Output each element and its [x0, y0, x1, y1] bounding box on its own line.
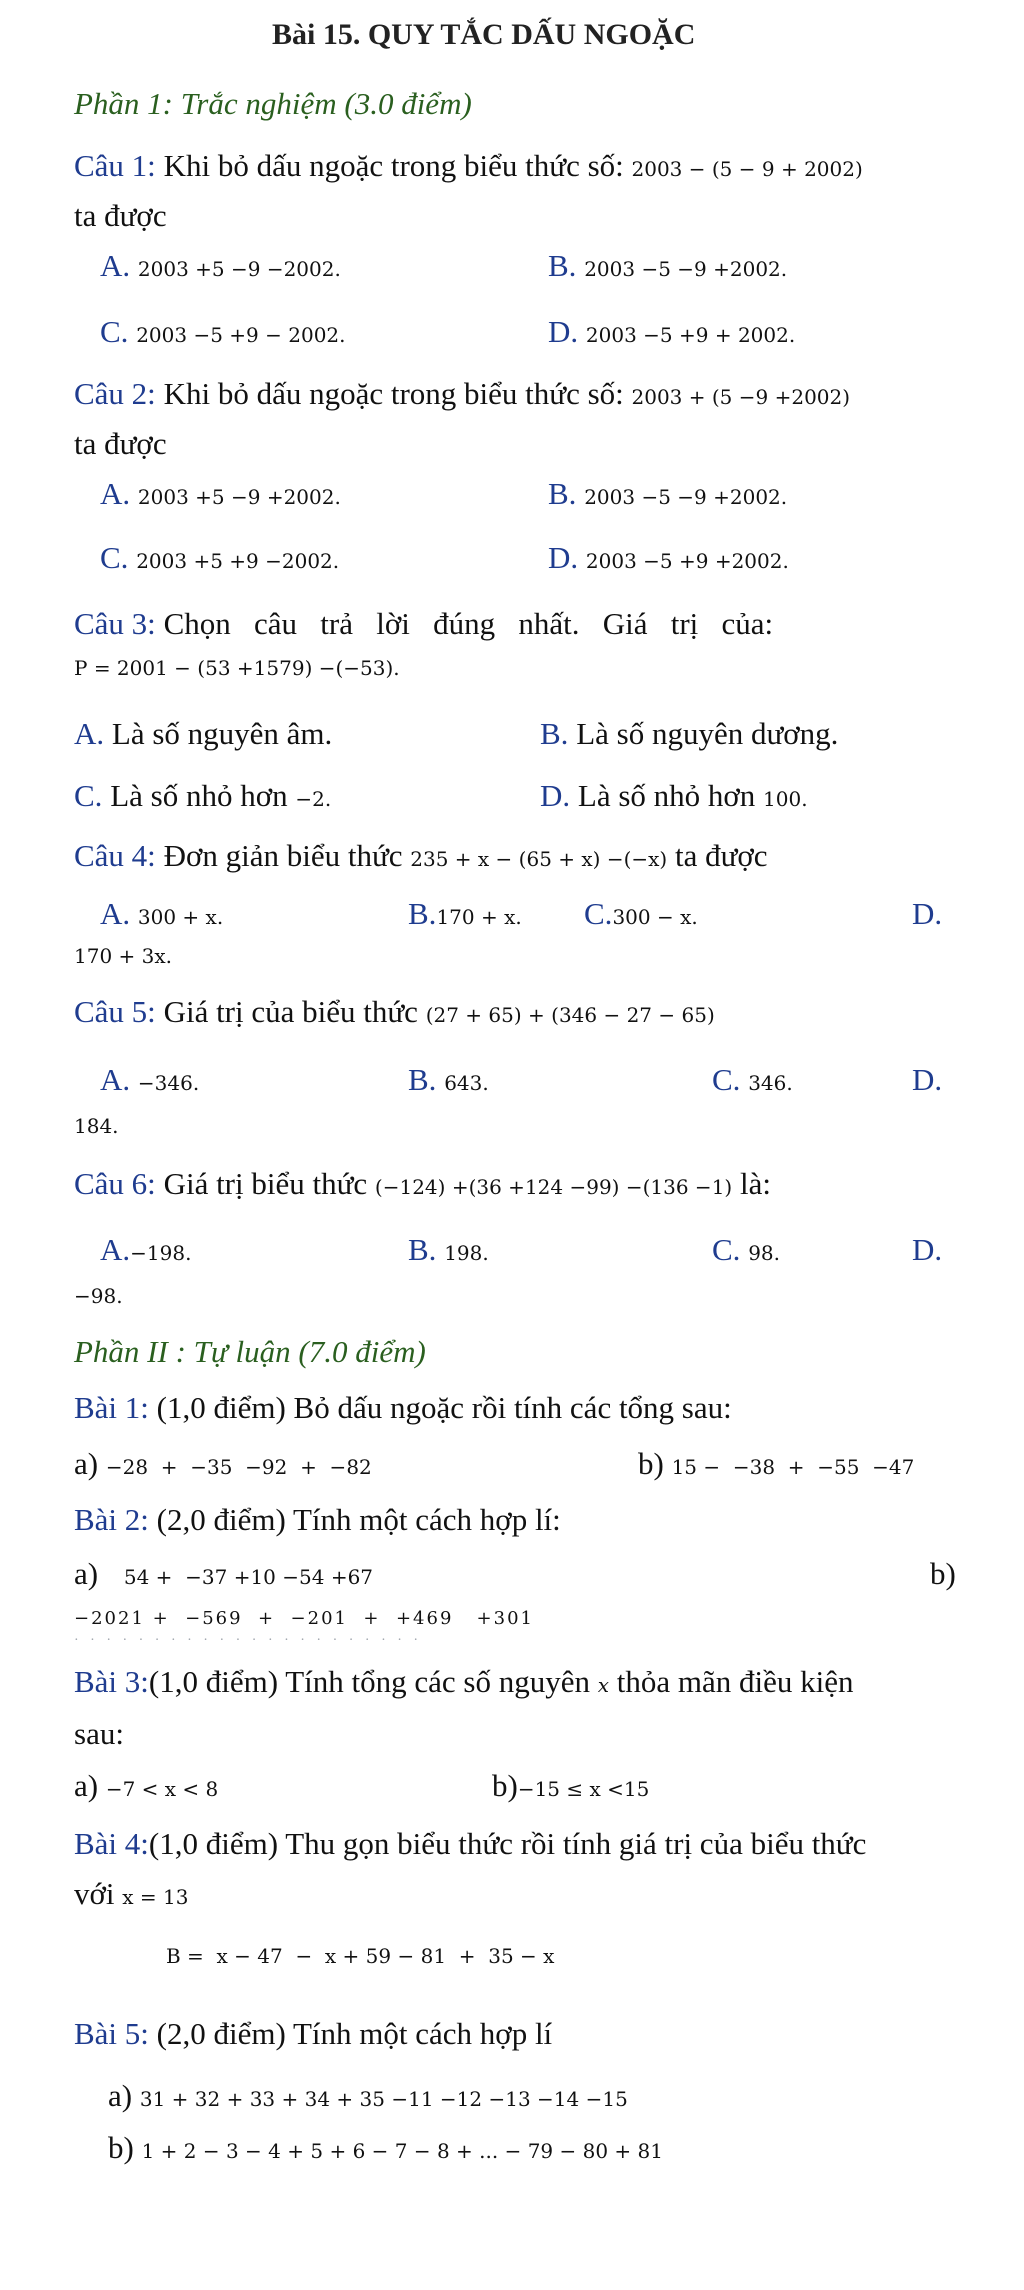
- b3-line: [74, 1666, 854, 1697]
- q1-a-label: A.: [100, 248, 131, 283]
- q4-expr: 235 + x − (65 + x) −(−x): [410, 847, 668, 871]
- b4-label: Bài 4:: [74, 1826, 149, 1861]
- b2-label: Bài 2:: [74, 1502, 149, 1537]
- q5-d-text: 184.: [74, 1114, 119, 1138]
- q6-expr: (−124) +(36 +124 −99) −(136 −1): [374, 1175, 733, 1199]
- q1-c-text: 2003 −5 +9 − 2002.: [136, 323, 346, 347]
- q3-option-b: [540, 718, 838, 749]
- b2-a-expr: 54 + −37 +10 −54 +67: [123, 1565, 374, 1589]
- b4-xval: x = 13: [122, 1885, 189, 1909]
- b5-a-label: a): [108, 2078, 133, 2113]
- q4-a-label: A.: [100, 896, 131, 931]
- b1-b-label: b): [638, 1446, 664, 1481]
- q3-d-value: 100.: [763, 787, 808, 811]
- q3-option-c: [74, 780, 331, 811]
- q1-option-a: [100, 250, 341, 281]
- q3-c-label: C.: [74, 778, 103, 813]
- b2-b-label: b): [930, 1556, 956, 1591]
- q2-d-text: 2003 −5 +9 +2002.: [585, 549, 789, 573]
- q6-c-label: C.: [712, 1232, 741, 1267]
- q3-option-d: [540, 780, 808, 811]
- q4-c-label: C.: [584, 896, 613, 931]
- q2-option-c: [100, 542, 339, 573]
- q4-label: Câu 4:: [74, 838, 156, 873]
- q2-text: Khi bỏ dấu ngoặc trong biểu thức số:: [163, 376, 624, 411]
- q1-a-text: 2003 +5 −9 −2002.: [137, 257, 341, 281]
- q6-text: Giá trị biểu thức: [163, 1166, 368, 1201]
- b1-part-a: [74, 1448, 372, 1479]
- q2-c-label: C.: [100, 540, 129, 575]
- q5-c-label: C.: [712, 1062, 741, 1097]
- q5-option-c: [712, 1064, 793, 1095]
- q5-a-label: A.: [100, 1062, 131, 1097]
- b5-b-expr: 1 + 2 − 3 − 4 + 5 + 6 − 7 − 8 + ... − 79 − 80 + 81: [141, 2139, 663, 2163]
- q3-a-label: A.: [74, 716, 105, 751]
- b4-cont-line: [74, 1878, 188, 1909]
- q1-option-c: [100, 316, 346, 347]
- part2-heading: Phần II : Tự luận (7.0 điểm): [74, 1334, 426, 1369]
- q5-a-text: −346.: [137, 1071, 200, 1095]
- q3-text: Chọn câu trả lời đúng nhất. Giá trị của:: [163, 606, 774, 641]
- b4-line: [74, 1828, 866, 1859]
- b3-var: x: [597, 1673, 610, 1697]
- q4-line: [74, 840, 768, 871]
- q4-c-text: 300 − x.: [612, 905, 698, 929]
- q5-option-b: [408, 1064, 489, 1095]
- b5-part-b: [108, 2132, 663, 2163]
- q4-d-label: D.: [912, 896, 943, 931]
- q4-a-text: 300 + x.: [137, 905, 224, 929]
- q6-line: [74, 1168, 771, 1199]
- q2-option-d: [548, 542, 789, 573]
- q3-a-text: Là số nguyên âm.: [111, 716, 333, 751]
- b1-a-expr: −28 + −35 −92 + −82: [105, 1455, 372, 1479]
- b4-cont: với: [74, 1876, 115, 1911]
- q1-d-text: 2003 −5 +9 + 2002.: [585, 323, 796, 347]
- b1-part-b: [638, 1448, 914, 1479]
- q6-b-label: B.: [408, 1232, 437, 1267]
- b3-a-expr: −7 < x < 8: [105, 1777, 219, 1801]
- q1-label: Câu 1:: [74, 148, 156, 183]
- q4-d-text: 170 + 3x.: [74, 944, 173, 968]
- q3-label: Câu 3:: [74, 606, 156, 641]
- q5-b-text: 643.: [444, 1071, 489, 1095]
- q1-option-d: [548, 316, 795, 347]
- q1-c-label: C.: [100, 314, 129, 349]
- q2-a-label: A.: [100, 476, 131, 511]
- q3-option-a: [74, 718, 332, 749]
- q2-b-text: 2003 −5 −9 +2002.: [584, 485, 788, 509]
- q2-option-a: [100, 478, 341, 509]
- q3-b-label: B.: [540, 716, 569, 751]
- q2-line: [74, 378, 850, 409]
- q1-line: [74, 150, 863, 181]
- b2-part-a: [74, 1558, 373, 1589]
- q6-option-a: [100, 1234, 191, 1265]
- q6-a-text: −198.: [130, 1241, 192, 1265]
- b2-line: [74, 1504, 561, 1535]
- b3-text2: thỏa mãn điều kiện: [616, 1664, 854, 1699]
- q4-b-label: B.: [408, 896, 437, 931]
- b3-text: (1,0 điểm) Tính tổng các số nguyên: [148, 1664, 591, 1699]
- q5-option-a: [100, 1064, 199, 1095]
- q3-c-text: Là số nhỏ hơn: [110, 778, 288, 813]
- page-title: Bài 15. QUY TẮC DẤU NGOẶC: [272, 18, 696, 51]
- q6-d-text: −98.: [74, 1284, 123, 1308]
- q5-label: Câu 5:: [74, 994, 156, 1029]
- b1-text: (1,0 điểm) Bỏ dấu ngoặc rồi tính các tổng sau:: [156, 1390, 732, 1425]
- q1-expr: 2003 − (5 − 9 + 2002): [631, 157, 863, 181]
- b3-label: Bài 3:: [74, 1664, 149, 1699]
- b5-a-expr: 31 + 32 + 33 + 34 + 35 −11 −12 −13 −14 −15: [139, 2087, 628, 2111]
- b1-line: [74, 1392, 732, 1423]
- q5-text: Giá trị của biểu thức: [163, 994, 418, 1029]
- b3-part-a: [74, 1770, 218, 1801]
- q3-d-label: D.: [540, 778, 571, 813]
- b2-text: (2,0 điểm) Tính một cách hợp lí:: [156, 1502, 561, 1537]
- q6-d-label: D.: [912, 1232, 943, 1267]
- q4-option-a: [100, 898, 223, 929]
- q2-option-b: [548, 478, 787, 509]
- q4-b-text: 170 + x.: [436, 905, 522, 929]
- b4-expr: B = x − 47 − x + 59 − 81 + 35 − x: [166, 1944, 555, 1968]
- b2-b-underline-dots: · · · · · · · · · · · · · · · · · · · · · ·: [74, 1633, 423, 1648]
- q2-expr: 2003 + (5 −9 +2002): [631, 385, 851, 409]
- b5-text: (2,0 điểm) Tính một cách hợp lí: [156, 2016, 553, 2051]
- q1-cont: ta được: [74, 198, 167, 233]
- b3-a-label: a): [74, 1768, 99, 1803]
- q5-b-label: B.: [408, 1062, 437, 1097]
- q5-expr: (27 + 65) + (346 − 27 − 65): [425, 1003, 715, 1027]
- q6-label: Câu 6:: [74, 1166, 156, 1201]
- b3-part-b: [492, 1770, 649, 1801]
- q1-b-text: 2003 −5 −9 +2002.: [584, 257, 788, 281]
- b5-label: Bài 5:: [74, 2016, 149, 2051]
- q2-b-label: B.: [548, 476, 577, 511]
- b2-b-expr: −2021 + −569 + −201 + +469 +301: [74, 1608, 534, 1629]
- q5-c-text: 346.: [748, 1071, 793, 1095]
- q2-label: Câu 2:: [74, 376, 156, 411]
- b3-b-label: b): [492, 1768, 518, 1803]
- q1-text: Khi bỏ dấu ngoặc trong biểu thức số:: [163, 148, 624, 183]
- b5-part-a: [108, 2080, 628, 2111]
- q5-line: [74, 996, 715, 1027]
- q1-b-label: B.: [548, 248, 577, 283]
- q3-c-value: −2.: [295, 787, 332, 811]
- q6-b-text: 198.: [444, 1241, 489, 1265]
- q3-b-text: Là số nguyên dương.: [576, 716, 839, 751]
- b5-b-label: b): [108, 2130, 134, 2165]
- b1-a-label: a): [74, 1446, 99, 1481]
- b1-label: Bài 1:: [74, 1390, 149, 1425]
- q6-option-b: [408, 1234, 489, 1265]
- q6-c-text: 98.: [748, 1241, 780, 1265]
- q2-a-text: 2003 +5 −9 +2002.: [137, 485, 341, 509]
- q2-c-text: 2003 +5 +9 −2002.: [136, 549, 340, 573]
- q6-option-c: [712, 1234, 780, 1265]
- b3-cont: sau:: [74, 1716, 124, 1751]
- q4-text: Đơn giản biểu thức: [163, 838, 403, 873]
- q5-d-label: D.: [912, 1062, 943, 1097]
- b3-b-expr: −15 ≤ x <15: [517, 1777, 650, 1801]
- q2-d-label: D.: [548, 540, 579, 575]
- b2-a-label: a): [74, 1556, 99, 1591]
- b1-b-expr: 15 − −38 + −55 −47: [671, 1455, 915, 1479]
- q3-expr: P = 2001 − (53 +1579) −(−53).: [74, 656, 400, 680]
- q4-option-c: [584, 898, 698, 929]
- q3-line: [74, 608, 773, 639]
- q6-a-label: A.: [100, 1232, 131, 1267]
- q2-cont: ta được: [74, 426, 167, 461]
- part1-heading: Phần 1: Trắc nghiệm (3.0 điểm): [74, 86, 472, 121]
- b4-text: (1,0 điểm) Thu gọn biểu thức rồi tính giá trị của biểu thức: [148, 1826, 867, 1861]
- b5-line: [74, 2018, 552, 2049]
- q1-d-label: D.: [548, 314, 579, 349]
- q1-option-b: [548, 250, 787, 281]
- q4-cont: ta được: [674, 838, 768, 873]
- q3-d-text: Là số nhỏ hơn: [577, 778, 756, 813]
- q6-cont: là:: [739, 1166, 771, 1201]
- q4-option-b: [408, 898, 522, 929]
